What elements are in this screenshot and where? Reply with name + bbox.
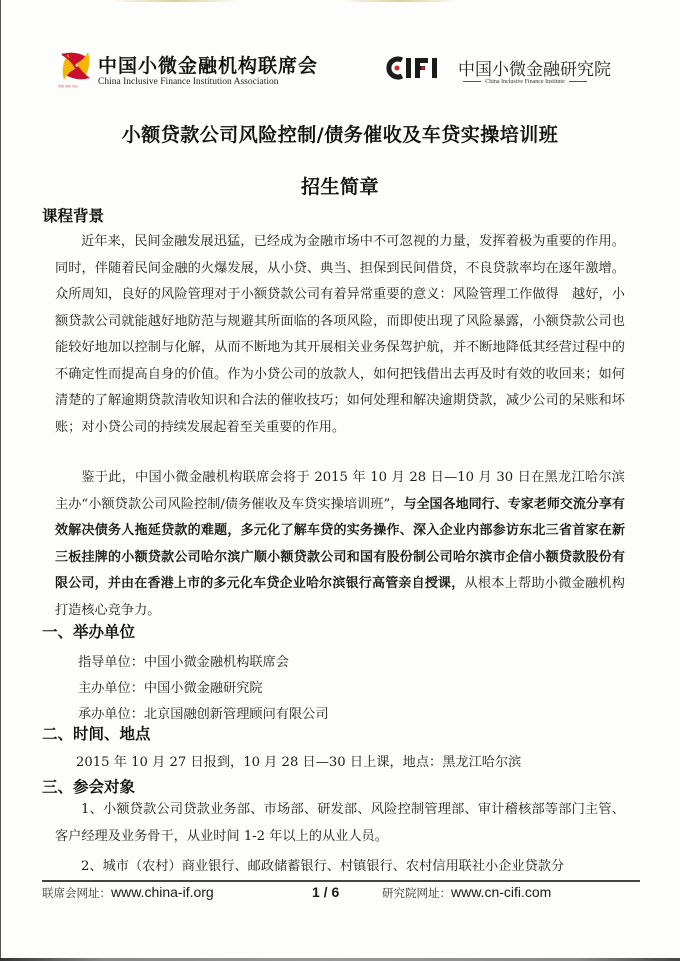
- org-logo-association: [58, 48, 318, 98]
- background-text-tail: 从根本上帮助小微金融机构打造核心竞争力。: [55, 576, 625, 618]
- association-url-label: 联席会网址：: [42, 886, 111, 900]
- section-heading-organizers: 一、举办单位: [42, 623, 136, 641]
- background-text-plain: 鉴于此，中国小微金融机构联席会将于 2015 年 10 月 28 日—10 月 30 日在黑龙江哈尔滨主办“小额贷款公司风险控制/债务催收及车贷实操培训班”，: [55, 470, 625, 512]
- organizer-host: 主办单位：中国小微金融研究院: [78, 681, 263, 696]
- org-logo-institute: [386, 52, 626, 92]
- footer-right: [382, 884, 551, 901]
- background-text: 近年来，民间金融发展迅猛，已经成为金融市场中不可忽视的力量，发挥着极为重要的作用。同时，伴随着民间金融的火爆发展，从小贷、典当、担保到民间借贷，不良贷款率均在逐年激增。众所周知，良好的风险管理对于小额贷款公司有着异常重要的意义：风险管理工作做得 越好，小额贷款公司就能越好地防范与规避其所面临的各项风险，而即使出现了风险暴露，小额贷款公司也能较好地加以控制与化解，从而不断地为其开展相关业务保驾护航，并不断地降低其经营过程中的不确定性而提高自身的价值。作为小贷公司的放款人，如何把钱借出去再及时有效的收回来；如何清楚的了解逾期贷款清收知识和合法的催收技巧；如何处理和解决逾期贷款，减少公司的呆账和坏账；对小贷公司的持续发展起着至关重要的作用。: [55, 234, 625, 435]
- institute-url-link[interactable]: www.cn-cifi.com: [451, 884, 552, 900]
- audience-item-1: [55, 797, 625, 850]
- footer-divider: [42, 880, 640, 882]
- time-place-text: 2015 年 10 月 27 日报到，10 月 28 日—30 日上课，地点：黑龙江哈尔滨: [76, 755, 522, 770]
- section-heading-time-place: 二、时间、地点: [42, 725, 151, 743]
- section-heading-background: 课程背景: [42, 207, 105, 225]
- association-name-en: China Inclusive Finance Institution Association: [98, 77, 279, 87]
- cifi-logo-icon: [386, 55, 452, 81]
- document-subtitle: 招生简章: [300, 176, 379, 198]
- cifi-wordmark: [386, 55, 452, 86]
- organizer-guide: 指导单位：中国小微金融机构联席会: [78, 655, 289, 670]
- document-title: 小额贷款公司风险控制/债务催收及车贷实操培训班: [121, 124, 559, 146]
- background-paragraph-1: [55, 229, 625, 441]
- institute-name-en: China Inclusive Finance Institute: [458, 79, 592, 85]
- section-heading-audience: 三、参会对象: [42, 778, 136, 796]
- audience-text-1: 1、小额贷款公司贷款业务部、市场部、研发部、风险控制管理部、审计稽核部等部门主管、客户经理及业务骨干，从业时间 1-2 年以上的从业人员。: [55, 802, 625, 844]
- association-emblem-icon: [58, 48, 94, 84]
- institute-url-label: 研究院网址：: [382, 886, 451, 900]
- page-footer: [42, 884, 642, 904]
- background-paragraph-2: [55, 465, 625, 624]
- footer-left: [42, 884, 214, 901]
- scan-artifact: [110, 0, 240, 2]
- background-text-highlight: 与全国各地同行、专家老师交流分享有效解决债务人拖延贷款的难题，多元化了解车贷的实务操作、深入企业内部参访东北三省首家在新三板挂牌的小额贷款公司哈尔滨广顺小额贷款公司和国有股份制公司哈尔滨市企信小额贷款股份有限公司，并由在香港上市的多元化车贷企业哈尔滨银行高管亲自授课，: [55, 496, 625, 591]
- scan-artifact: [340, 0, 460, 2]
- emblem-caption: 普惠·创新·责任: [58, 85, 78, 88]
- organizer-undertaker: 承办单位：北京国融创新管理顾问有限公司: [78, 707, 329, 722]
- institute-name-cn: 中国小微金融研究院: [458, 60, 611, 80]
- association-url-link[interactable]: www.china-if.org: [111, 884, 214, 900]
- page-number: 1 / 6: [312, 884, 340, 900]
- audience-item-2: 2、城市（农村）商业银行、邮政储蓄银行、村镇银行、农村信用联社小企业贷款分: [81, 859, 565, 874]
- association-name-cn: 中国小微金融机构联席会: [98, 55, 319, 77]
